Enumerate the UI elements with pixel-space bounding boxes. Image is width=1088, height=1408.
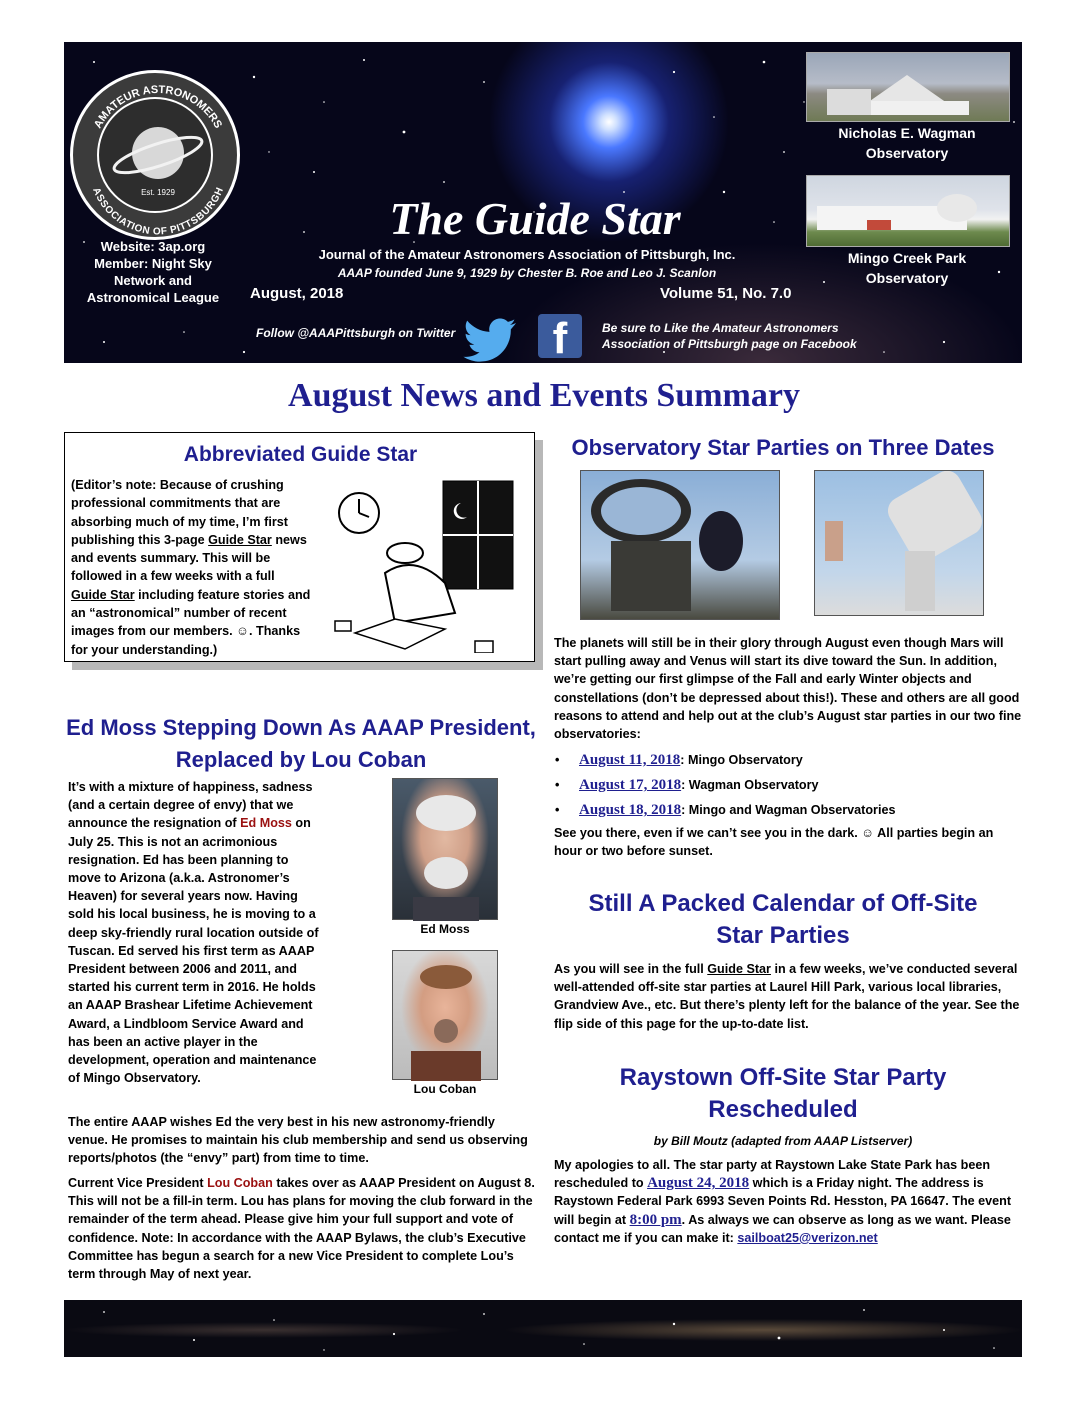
editors-note-box: [64, 432, 535, 662]
telescope-photo-2: [814, 470, 984, 616]
member-line: Astronomical League: [86, 290, 220, 305]
star-party-list: [555, 748, 1025, 823]
issue-date: August, 2018: [250, 285, 344, 302]
newsletter-subtitle: Journal of the Amateur Astronomers Association of Pittsburgh, Inc.: [318, 247, 736, 262]
lou-coban-caption: Lou Coban: [413, 1082, 477, 1096]
heading-line: Ed Moss Stepping Down As AAAP President,: [66, 715, 536, 740]
editors-note-text: [71, 476, 311, 659]
aaap-logo: [70, 70, 240, 240]
list-item-text: : Mingo Observatory: [680, 753, 803, 767]
observatory-building-icon: [807, 53, 1011, 123]
guide-star-ref: Guide Star: [707, 962, 771, 976]
lou-coban-name: Lou Coban: [207, 1176, 273, 1190]
heading-line: Rescheduled: [708, 1096, 858, 1123]
lou-coban-photo: [392, 950, 498, 1080]
facebook-icon[interactable]: f: [538, 314, 582, 358]
issue-volume: Volume 51, No. 7.0: [660, 285, 792, 302]
obs-label-line: Nicholas E. Wagman: [838, 125, 976, 141]
logo-top-text: AMATEUR ASTRONOMERS: [91, 83, 225, 131]
telescope-icon: [581, 471, 781, 621]
website-line: Website: 3ap.org: [100, 239, 206, 254]
note-text: (Editor’s note: Because of crushing professional commitments that are absorbing much of my time, I’m first publishing this 3-page: [71, 478, 288, 547]
body-text: As you will see in the full: [554, 962, 708, 976]
facebook-line: Be sure to Like the Amateur Astronomers: [602, 321, 839, 335]
guide-star-ref: Guide Star: [208, 532, 272, 547]
email-link[interactable]: sailboat25@verizon.net: [737, 1230, 878, 1245]
list-item: [555, 748, 1025, 773]
svg-text:AMATEUR ASTRONOMERS: [92, 84, 224, 131]
logo-est: Est. 1929: [141, 188, 175, 197]
twitter-bird-icon[interactable]: [458, 314, 522, 362]
moss-heading: [64, 712, 538, 776]
logo-bottom-text: ASSOCIATION OF PITTSBURGH: [90, 186, 226, 238]
body-text: My apologies to all. The star party at Raystown Lake State Park has been rescheduled to: [554, 1158, 991, 1191]
heading-line: Star Parties: [716, 922, 850, 949]
twitter-follow-text: Follow @AAAPittsburgh on Twitter: [256, 326, 456, 340]
newsletter-title: The Guide Star: [389, 193, 681, 244]
body-text: Current Vice President: [68, 1176, 208, 1190]
editors-note-title: Abbreviated Guide Star: [183, 443, 418, 466]
ed-moss-caption: Ed Moss: [420, 922, 470, 936]
mingo-observatory-photo: [806, 175, 1010, 247]
wagman-observatory-label: [802, 123, 1012, 163]
note-text: including feature stories and an “astronomical” number of recent images from our members. ☺. Thanks for your understanding.): [71, 587, 311, 657]
moss-paragraph-1: [68, 778, 320, 1087]
body-text: It’s with a mixture of happiness, sadness (and a certain degree of envy) that we announce the resignation of: [68, 780, 313, 831]
founded-line: AAAP founded June 9, 1929 by Chester B. Roe and Leo J. Scanlon: [337, 266, 717, 280]
date-link[interactable]: August 17, 2018: [579, 777, 682, 793]
time-link[interactable]: 8:00 pm: [629, 1211, 682, 1228]
calendar-heading: [548, 888, 1018, 952]
telescope-photo-1: [580, 470, 780, 620]
ed-moss-photo: [392, 778, 498, 920]
ed-moss-name: Ed Moss: [240, 816, 292, 831]
saturn-icon: [73, 73, 243, 243]
member-line: Member: Night Sky: [94, 256, 212, 271]
starfield: [64, 1300, 1022, 1357]
body-text: . As always we can observe as long as we want. Please contact me if you can make it:: [554, 1212, 1011, 1245]
heading-line: Still A Packed Calendar of Off-Site: [588, 890, 978, 917]
mingo-observatory-label: [802, 248, 1012, 288]
tired-astronomer-cartoon: [325, 473, 525, 653]
page-main-heading: August News and Events Summary: [288, 377, 800, 414]
observatory-paragraph-2: See you there, even if we can’t see you in the dark. ☺ All parties begin an hour or two before sunset.: [554, 826, 994, 859]
observatory-building-icon: [807, 176, 1011, 248]
obs-label-line: Observatory: [865, 270, 949, 286]
club-info: [78, 238, 228, 306]
moss-paragraph-3: [68, 1174, 538, 1283]
body-text: in a few weeks, we’ve conducted several well-attended off-site star parties at Laurel Hill Park, various local libraries, Grandview Ave., etc. But there’s plenty left for the balance of the year. See the flip side of this page for the up-to-date list.: [554, 962, 1020, 1031]
body-text: takes over as AAAP President on August 8. This will not be a fill-in term. Lou has plans for moving the club forward in the remainder of the term ahead. Please give him your full support and vote of confidence. Note: In accordance with the AAAP Bylaws, the club’s Executive Committee has begun a search for a new Vice President to complete Lou’s term through May of next year.: [68, 1176, 535, 1282]
date-link[interactable]: August 11, 2018: [579, 752, 681, 768]
facebook-line: Association of Pittsburgh page on Facebook: [602, 337, 857, 351]
raystown-byline: by Bill Moutz (adapted from AAAP Listserver): [653, 1134, 913, 1148]
note-text: news and events summary. This will be followed in a few weeks with a full: [71, 532, 307, 584]
obs-label-line: Observatory: [865, 145, 949, 161]
body-text: on July 25. This is not an acrimonious resignation. Ed has been planning to move to Arizona (a.k.a. Astronomer’s Heaven) for several years now. Having sold his local business, he is moving to a deep sky-friendly rural location outside of Tuscan. Ed served his first term as AAAP President between 2006 and 2011, and started his current term in 2016. He holds an AAAP Brashear Lifetime Achievement Award, a Lindbloom Service Award and has been an active player in the development, operation and maintenance of Mingo Observatory.: [68, 816, 319, 1086]
date-link[interactable]: August 18, 2018: [579, 802, 682, 818]
list-item: [555, 773, 1025, 798]
member-line: Network and: [113, 273, 192, 288]
portrait-icon: [393, 779, 499, 921]
date-link[interactable]: August 24, 2018: [647, 1175, 750, 1192]
observatory-paragraph-1: The planets will still be in their glory through August even though Mars will start pulling away and Venus will start its dive toward the Sun. In addition, we’re getting our first glimpse of the Fall and early Winter objects and constellations (don’t be depressed about this!). These and others are all good reasons to attend and help out at the club’s August star parties in our two fine observatories:: [554, 636, 1022, 742]
footer-starfield-band: [64, 1300, 1022, 1357]
raystown-heading: [548, 1062, 1018, 1126]
list-item-text: : Wagman Observatory: [681, 778, 819, 792]
raystown-paragraph: [554, 1156, 1024, 1247]
wagman-observatory-photo: [806, 52, 1010, 122]
moss-paragraph-2: The entire AAAP wishes Ed the very best in his new astronomy-friendly venue. He promises to maintain his club membership and send us observing reports/photos (the “envy” part) from time to time.: [68, 1115, 528, 1166]
list-item-text: : Mingo and Wagman Observatories: [681, 803, 896, 817]
body-text: which is a Friday night. The address is Raystown Federal Park 6993 Seven Points Rd. Hesston, PA 16647. The event will begin at: [554, 1176, 1012, 1227]
heading-line: Raystown Off-Site Star Party: [619, 1064, 947, 1091]
list-item: [555, 798, 1025, 823]
facebook-like-text: [602, 320, 872, 352]
telescope-icon: [815, 471, 985, 617]
obs-label-line: Mingo Creek Park: [847, 250, 967, 266]
observatory-heading: Observatory Star Parties on Three Dates: [571, 435, 995, 460]
guide-star-ref: Guide Star: [71, 587, 135, 602]
portrait-icon: [393, 951, 499, 1081]
masthead-banner: [64, 42, 1022, 363]
heading-line: Replaced by Lou Coban: [175, 747, 427, 772]
calendar-paragraph: [554, 960, 1022, 1033]
